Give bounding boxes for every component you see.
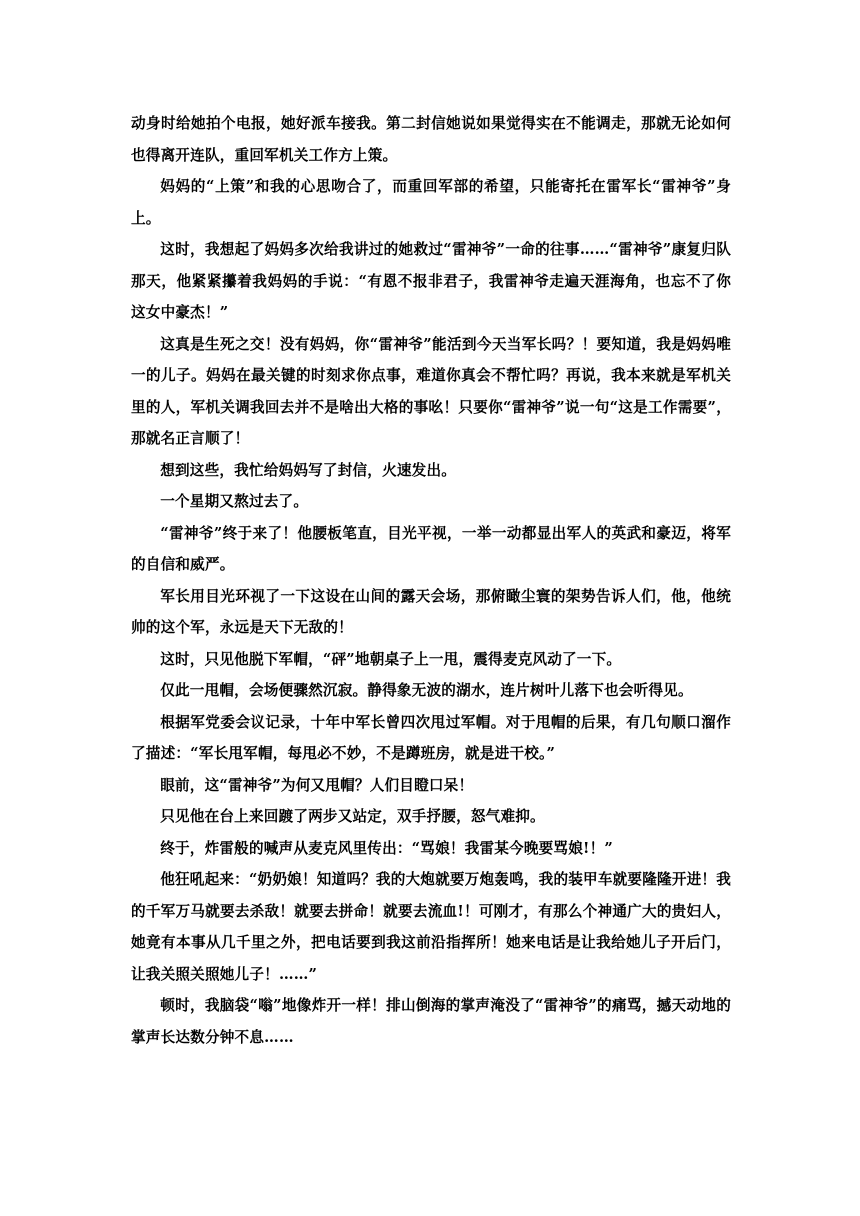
- paragraph-3: 这时，我想起了妈妈多次给我讲过的她救过“雷神爷”一命的往事……“雷神爷”康复归队那天，他紧紧攥着我妈妈的手说：“有恩不报非君子，我雷神爷走遍天涯海角，也忘不了你这女中豪杰！”: [131, 241, 731, 321]
- paragraph-4: 这真是生死之交！没有妈妈，你“雷神爷”能活到今天当军长吗？！要知道，我是妈妈唯一的儿子。妈妈在最关键的时刻求你点事，难道你真会不帮忙吗？再说，我本来就是军机关里的人，军机关调我回去并不是啥出大格的事吆！只要你“雷神爷”说一句“这是工作需要”，那就名正言顺了！: [131, 335, 731, 447]
- paragraph-14: 终于，炸雷般的喊声从麦克风里传出：“骂娘！我雷某今晚要骂娘!！”: [160, 839, 614, 857]
- paragraph-15: 他狂吼起来：“奶奶娘！知道吗？我的大炮就要万炮轰鸣，我的装甲车就要隆隆开进！我的千军万马就要去杀敌！就要去拼命！就要去流血!！可刚才，有那么个神通广大的贵妇人，她竟有本事从几千里之外，把电话要到我这前沿指挥所！她来电话是让我给她儿子开后门，让我关照关照她儿子！……”: [131, 871, 731, 983]
- paragraph-5: 想到这些，我忙给妈妈写了封信，火速发出。: [160, 461, 457, 479]
- paragraph-10: 仅此一甩帽，会场便骤然沉寂。静得象无波的湖水，连片树叶儿落下也会听得见。: [160, 682, 693, 699]
- paragraph-12: 眼前，这“雷神爷”为何又甩帽？人们目瞪口呆！: [160, 776, 474, 794]
- paragraph-1: 动身时给她拍个电报，她好派车接我。第二封信她说如果觉得实在不能调走，那就无论如何也得离开连队，重回军机关工作方上策。: [131, 115, 731, 164]
- paragraph-6: 一个星期又熬过去了。: [160, 493, 309, 510]
- article-body: [131, 108, 731, 1053]
- paragraph-11: 根据军党委会议记录，十年中军长曾四次甩过军帽。对于甩帽的后果，有几句顺口溜作了描述：“军长甩军帽，每甩必不妙，不是蹲班房，就是进干校。”: [131, 713, 731, 762]
- paragraph-16: 顿时，我脑袋“嗡”地像炸开一样！排山倒海的掌声淹没了“雷神爷”的痛骂，撼天动地的掌声长达数分钟不息……: [131, 997, 731, 1046]
- paragraph-13: 只见他在台上来回踱了两步又站定，双手抒腰，怒气难抑。: [160, 808, 545, 825]
- paragraph-8: 军长用目光环视了一下这设在山间的露天会场，那俯瞰尘寰的架势告诉人们，他，他统帅的这个军，永远是天下无敌的！: [131, 587, 731, 636]
- paragraph-7: “雷神爷”终于来了！他腰板笔直，目光平视，一举一动都显出军人的英武和豪迈，将军的自信和威严。: [131, 524, 731, 573]
- paragraph-9: 这时，只见他脱下军帽，“砰”地朝桌子上一甩，震得麦克风动了一下。: [160, 650, 622, 668]
- paragraph-2: 妈妈的“上策”和我的心思吻合了，而重回军部的希望，只能寄托在雷军长“雷神爷”身上。: [131, 178, 731, 227]
